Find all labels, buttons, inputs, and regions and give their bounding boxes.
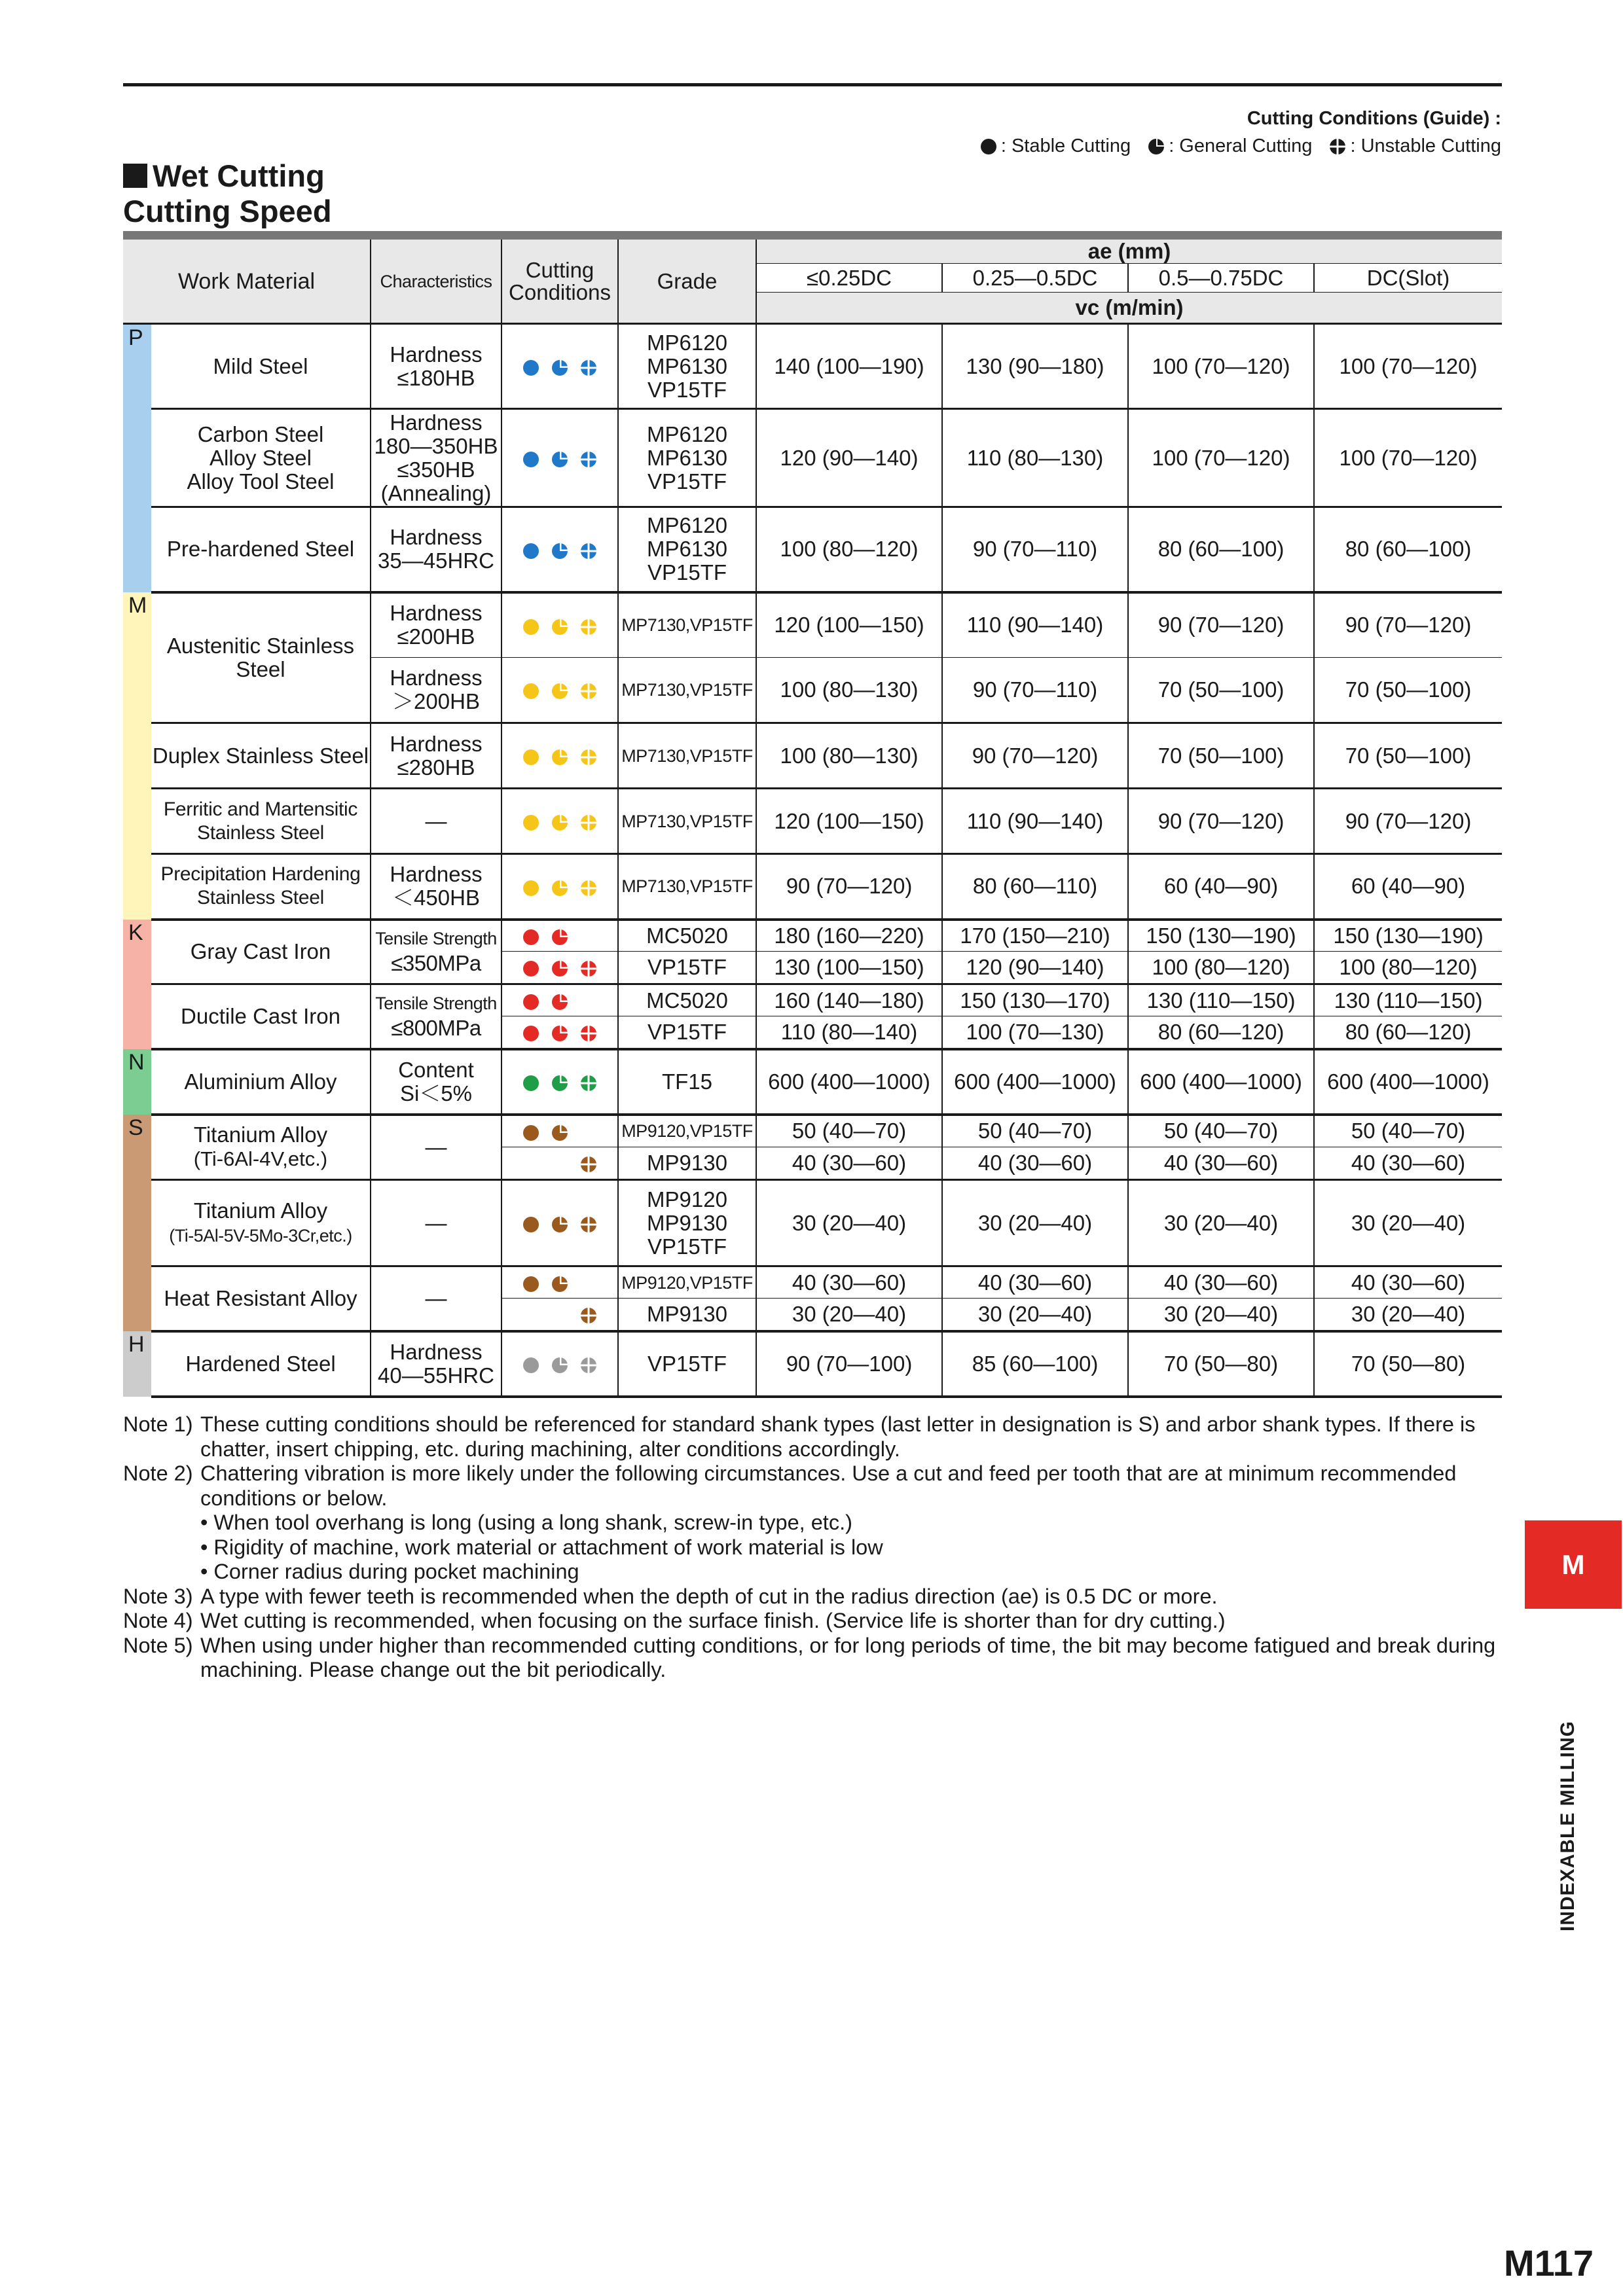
- general-cutting-icon: [545, 613, 574, 637]
- general-cutting-icon: [545, 446, 574, 470]
- stable-cutting-icon: [517, 1270, 545, 1295]
- table-row: [123, 984, 1502, 1016]
- table-row: [123, 789, 1502, 854]
- value-cell: 40 (30—60): [1314, 1266, 1502, 1299]
- material-cell: Aluminium Alloy: [151, 1049, 371, 1115]
- conditions-cell: [501, 324, 618, 409]
- header-work-material: Work Material: [123, 236, 371, 324]
- value-cell: 150 (130—170): [942, 984, 1128, 1016]
- general-cutting-icon: [545, 1211, 574, 1235]
- value-cell: 40 (30—60): [756, 1147, 942, 1180]
- value-cell: 600 (400—1000): [942, 1049, 1128, 1115]
- grade-cell: MP7130,VP15TF: [618, 658, 756, 723]
- stable-cutting-icon: [517, 613, 545, 637]
- value-cell: 100 (80—130): [756, 658, 942, 723]
- material-cell: Hardened Steel: [151, 1331, 371, 1397]
- characteristics-cell: Hardness ＜450HB: [371, 854, 501, 920]
- characteristics-cell: Hardness ≤180HB: [371, 324, 501, 409]
- unstable-cutting-icon: [574, 613, 603, 637]
- unstable-cutting-icon: [1329, 135, 1350, 156]
- value-cell: 80 (60—100): [1128, 507, 1314, 592]
- value-cell: 30 (20—40): [1314, 1180, 1502, 1266]
- value-cell: 70 (50—80): [1314, 1331, 1502, 1397]
- conditions-cell: [501, 1331, 618, 1397]
- characteristics-cell: Hardness 35—45HRC: [371, 507, 501, 592]
- value-cell: 160 (140—180): [756, 984, 942, 1016]
- legend-general: : General Cutting: [1169, 135, 1313, 156]
- note-text: Chattering vibration is more likely under the following circumstances. Use a cut and feed per tooth that are at minimum recommended conditions or below.: [200, 1462, 1457, 1510]
- general-cutting-icon: [545, 988, 574, 1013]
- value-cell: 100 (70—120): [1314, 324, 1502, 409]
- group-label-k: K: [123, 920, 151, 1049]
- value-cell: 170 (150—210): [942, 920, 1128, 952]
- header-cutting-conditions: [501, 236, 618, 324]
- conditions-cell: [501, 1115, 618, 1147]
- conditions-cell: [501, 592, 618, 658]
- value-cell: 80 (60—100): [1314, 507, 1502, 592]
- table-row: [123, 1331, 1502, 1397]
- conditions-cell: [501, 1180, 618, 1266]
- characteristics-cell: —: [371, 1115, 501, 1180]
- material-cell: Austenitic Stainless Steel: [151, 592, 371, 723]
- value-cell: 100 (70—120): [1314, 409, 1502, 507]
- general-cutting-icon: [545, 924, 574, 948]
- characteristics-cell: Hardness ≤280HB: [371, 723, 501, 789]
- value-cell: 30 (20—40): [1128, 1180, 1314, 1266]
- heading-cutting-speed: Cutting Speed: [123, 194, 332, 228]
- unstable-cutting-icon: [574, 1302, 603, 1326]
- heading-wet-cutting: Wet Cutting: [153, 158, 325, 193]
- material-cell: Titanium Alloy (Ti-5Al-5V-5Mo-3Cr,etc.): [151, 1180, 371, 1266]
- characteristics-cell: Hardness 180—350HB ≤350HB (Annealing): [371, 409, 501, 507]
- unstable-cutting-icon: [574, 446, 603, 470]
- general-cutting-icon: [545, 874, 574, 898]
- header-grade: Grade: [618, 236, 756, 324]
- legend-stable: : Stable Cutting: [1000, 135, 1131, 156]
- general-cutting-icon: [545, 1020, 574, 1044]
- stable-cutting-icon: [980, 135, 1001, 156]
- header-col-3: 0.5—0.75DC: [1128, 264, 1314, 293]
- conditions-cell: [501, 1299, 618, 1331]
- value-cell: 100 (70—130): [942, 1016, 1128, 1049]
- grade-cell: VP15TF: [618, 1016, 756, 1049]
- value-cell: 40 (30—60): [1128, 1147, 1314, 1180]
- value-cell: 130 (100—150): [756, 952, 942, 984]
- unstable-cutting-icon: [574, 354, 603, 378]
- stable-cutting-icon: [517, 354, 545, 378]
- header-characteristics: Characteristics: [371, 236, 501, 324]
- general-cutting-icon: [545, 537, 574, 561]
- table-row: [123, 854, 1502, 920]
- value-cell: 130 (110—150): [1128, 984, 1314, 1016]
- value-cell: 70 (50—100): [1314, 658, 1502, 723]
- header-cutting-conditions-line1: Cutting: [525, 257, 594, 282]
- note-1: [123, 1412, 1502, 1462]
- legend-row: [980, 132, 1501, 160]
- grade-cell: MP9130: [618, 1299, 756, 1331]
- note-4: [123, 1609, 1502, 1634]
- note-2-bullet: • Rigidity of machine, work material or attachment of work material is low: [200, 1535, 883, 1559]
- note-2-bullet: • When tool overhang is long (using a long shank, screw-in type, etc.): [200, 1511, 852, 1534]
- grade-cell: MP6120 MP6130 VP15TF: [618, 507, 756, 592]
- group-label-n: N: [123, 1049, 151, 1115]
- grade-cell: MC5020: [618, 984, 756, 1016]
- general-cutting-icon: [545, 354, 574, 378]
- value-cell: 120 (90—140): [942, 952, 1128, 984]
- material-cell: Ferritic and Martensitic Stainless Steel: [151, 789, 371, 854]
- conditions-cell: [501, 854, 618, 920]
- header-col-1: ≤0.25DC: [756, 264, 942, 293]
- stable-cutting-icon: [517, 1211, 545, 1235]
- note-3: [123, 1585, 1502, 1609]
- value-cell: 90 (70—120): [1128, 592, 1314, 658]
- table-row: [123, 723, 1502, 789]
- value-cell: 85 (60—100): [942, 1331, 1128, 1397]
- header-ae: ae (mm): [756, 236, 1502, 264]
- value-cell: 140 (100—190): [756, 324, 942, 409]
- unstable-cutting-icon: [574, 1352, 603, 1376]
- note-5: [123, 1634, 1502, 1683]
- grade-cell: MP7130,VP15TF: [618, 592, 756, 658]
- value-cell: 90 (70—110): [942, 658, 1128, 723]
- section-heading: [123, 158, 332, 229]
- page-number: M117: [1504, 2242, 1594, 2284]
- unstable-cutting-icon: [574, 1069, 603, 1094]
- conditions-cell: [501, 1049, 618, 1115]
- grade-cell: MP9120,VP15TF: [618, 1266, 756, 1299]
- value-cell: 100 (80—120): [1314, 952, 1502, 984]
- unstable-cutting-icon: [574, 1151, 603, 1175]
- grade-cell: MP7130,VP15TF: [618, 789, 756, 854]
- stable-cutting-icon: [517, 1020, 545, 1044]
- note-label: Note 5): [123, 1633, 193, 1657]
- legend-unstable: : Unstable Cutting: [1350, 135, 1501, 156]
- grade-cell: MP6120 MP6130 VP15TF: [618, 409, 756, 507]
- unstable-cutting-icon: [574, 809, 603, 833]
- value-cell: 70 (50—100): [1128, 658, 1314, 723]
- unstable-cutting-icon: [574, 1020, 603, 1044]
- unstable-cutting-icon: [574, 955, 603, 979]
- general-cutting-icon: [545, 744, 574, 768]
- grade-cell: MP9120 MP9130 VP15TF: [618, 1180, 756, 1266]
- note-text: These cutting conditions should be referenced for standard shank types (last letter in designation is S) and arbor shank types. If there is chatter, insert chipping, etc. during machining, alter conditions accordingly.: [200, 1412, 1476, 1461]
- value-cell: 70 (50—100): [1314, 723, 1502, 789]
- value-cell: 600 (400—1000): [1128, 1049, 1314, 1115]
- section-tab-m: M: [1525, 1520, 1622, 1609]
- general-cutting-icon: [545, 1270, 574, 1295]
- value-cell: 70 (50—100): [1128, 723, 1314, 789]
- material-cell: Carbon Steel Alloy Steel Alloy Tool Steel: [151, 409, 371, 507]
- conditions-cell: [501, 789, 618, 854]
- stable-cutting-icon: [517, 537, 545, 561]
- value-cell: 30 (20—40): [756, 1180, 942, 1266]
- general-cutting-icon: [545, 677, 574, 702]
- table-row: [123, 1180, 1502, 1266]
- value-cell: 90 (70—120): [1314, 592, 1502, 658]
- grade-cell: VP15TF: [618, 1331, 756, 1397]
- unstable-cutting-icon: [574, 677, 603, 702]
- group-label-s: S: [123, 1115, 151, 1331]
- note-label: Note 2): [123, 1462, 193, 1485]
- characteristics-cell: Tensile Strength ≤800MPa: [371, 984, 501, 1049]
- cutting-speed-table: [123, 231, 1502, 1398]
- material-cell: Pre-hardened Steel: [151, 507, 371, 592]
- value-cell: 50 (40—70): [756, 1115, 942, 1147]
- value-cell: 90 (70—100): [756, 1331, 942, 1397]
- value-cell: 130 (90—180): [942, 324, 1128, 409]
- value-cell: 30 (20—40): [942, 1299, 1128, 1331]
- group-label-h: H: [123, 1331, 151, 1397]
- unstable-cutting-icon: [574, 1211, 603, 1235]
- header-vc: vc (m/min): [756, 293, 1502, 324]
- value-cell: 50 (40—70): [942, 1115, 1128, 1147]
- value-cell: 60 (40—90): [1314, 854, 1502, 920]
- conditions-cell: [501, 507, 618, 592]
- legend: [980, 105, 1501, 160]
- characteristics-cell: Hardness 40—55HRC: [371, 1331, 501, 1397]
- value-cell: 60 (40—90): [1128, 854, 1314, 920]
- value-cell: 90 (70—110): [942, 507, 1128, 592]
- note-label: Note 1): [123, 1412, 193, 1436]
- value-cell: 120 (100—150): [756, 789, 942, 854]
- material-cell: Gray Cast Iron: [151, 920, 371, 984]
- value-cell: 40 (30—60): [1128, 1266, 1314, 1299]
- value-cell: 100 (80—120): [756, 507, 942, 592]
- general-cutting-icon: [545, 809, 574, 833]
- value-cell: 120 (90—140): [756, 409, 942, 507]
- value-cell: 40 (30—60): [756, 1266, 942, 1299]
- characteristics-cell: Tensile Strength ≤350MPa: [371, 920, 501, 984]
- grade-cell: MP7130,VP15TF: [618, 854, 756, 920]
- legend-title: Cutting Conditions (Guide) :: [1247, 108, 1501, 129]
- conditions-cell: [501, 920, 618, 952]
- grade-cell: TF15: [618, 1049, 756, 1115]
- value-cell: 40 (30—60): [942, 1266, 1128, 1299]
- grade-cell: MP9120,VP15TF: [618, 1115, 756, 1147]
- value-cell: 90 (70—120): [1128, 789, 1314, 854]
- value-cell: 50 (40—70): [1128, 1115, 1314, 1147]
- value-cell: 100 (70—120): [1128, 324, 1314, 409]
- table-row: [123, 507, 1502, 592]
- stable-cutting-icon: [517, 446, 545, 470]
- table-row: [123, 409, 1502, 507]
- general-cutting-icon: [545, 1352, 574, 1376]
- header-col-4: DC(Slot): [1314, 264, 1502, 293]
- value-cell: 80 (60—110): [942, 854, 1128, 920]
- value-cell: 100 (70—120): [1128, 409, 1314, 507]
- conditions-cell: [501, 658, 618, 723]
- note-text: Wet cutting is recommended, when focusing on the surface finish. (Service life is shorter than for dry cutting.): [200, 1609, 1226, 1632]
- conditions-cell: [501, 984, 618, 1016]
- general-cutting-icon: [545, 955, 574, 979]
- value-cell: 180 (160—220): [756, 920, 942, 952]
- stable-cutting-icon: [517, 924, 545, 948]
- value-cell: 110 (80—130): [942, 409, 1128, 507]
- value-cell: 110 (90—140): [942, 592, 1128, 658]
- header-cutting-conditions-line2: Conditions: [509, 279, 611, 304]
- table-row: [123, 920, 1502, 952]
- group-label-p: P: [123, 324, 151, 592]
- general-cutting-icon: [545, 1119, 574, 1143]
- conditions-cell: [501, 409, 618, 507]
- material-cell: Mild Steel: [151, 324, 371, 409]
- group-label-m: M: [123, 592, 151, 920]
- value-cell: 90 (70—120): [756, 854, 942, 920]
- stable-cutting-icon: [517, 1069, 545, 1094]
- value-cell: 70 (50—80): [1128, 1331, 1314, 1397]
- stable-cutting-icon: [517, 1119, 545, 1143]
- notes: [123, 1412, 1502, 1683]
- material-cell: Heat Resistant Alloy: [151, 1266, 371, 1331]
- header-col-2: 0.25—0.5DC: [942, 264, 1128, 293]
- conditions-cell: [501, 1266, 618, 1299]
- stable-cutting-icon: [517, 955, 545, 979]
- value-cell: 50 (40—70): [1314, 1115, 1502, 1147]
- value-cell: 40 (30—60): [1314, 1147, 1502, 1180]
- table-row: [123, 1049, 1502, 1115]
- characteristics-cell: Hardness ＞200HB: [371, 658, 501, 723]
- unstable-cutting-icon: [574, 874, 603, 898]
- material-cell: Ductile Cast Iron: [151, 984, 371, 1049]
- value-cell: 30 (20—40): [756, 1299, 942, 1331]
- value-cell: 90 (70—120): [1314, 789, 1502, 854]
- value-cell: 100 (80—130): [756, 723, 942, 789]
- characteristics-cell: —: [371, 1266, 501, 1331]
- value-cell: 120 (100—150): [756, 592, 942, 658]
- table-row: [123, 324, 1502, 409]
- conditions-cell: [501, 952, 618, 984]
- table-row: [123, 1115, 1502, 1147]
- grade-cell: VP15TF: [618, 952, 756, 984]
- value-cell: 130 (110—150): [1314, 984, 1502, 1016]
- general-cutting-icon: [545, 1069, 574, 1094]
- value-cell: 110 (90—140): [942, 789, 1128, 854]
- value-cell: 30 (20—40): [942, 1180, 1128, 1266]
- value-cell: 150 (130—190): [1314, 920, 1502, 952]
- general-cutting-icon: [1148, 135, 1169, 156]
- characteristics-cell: Content Si＜5%: [371, 1049, 501, 1115]
- material-cell: Titanium Alloy (Ti-6Al-4V,etc.): [151, 1115, 371, 1180]
- value-cell: 90 (70—120): [942, 723, 1128, 789]
- stable-cutting-icon: [517, 744, 545, 768]
- heading-square-icon: [123, 164, 147, 188]
- unstable-cutting-icon: [574, 537, 603, 561]
- stable-cutting-icon: [517, 988, 545, 1013]
- side-label: INDEXABLE MILLING: [1557, 1721, 1578, 1931]
- note-text: A type with fewer teeth is recommended when the depth of cut in the radius direction (ae) is 0.5 DC or more.: [200, 1584, 1218, 1608]
- value-cell: 600 (400—1000): [1314, 1049, 1502, 1115]
- grade-cell: MP6120 MP6130 VP15TF: [618, 324, 756, 409]
- top-rule: [123, 83, 1502, 86]
- grade-cell: MC5020: [618, 920, 756, 952]
- note-label: Note 4): [123, 1609, 193, 1632]
- stable-cutting-icon: [517, 1352, 545, 1376]
- value-cell: 110 (80—140): [756, 1016, 942, 1049]
- note-2-bullet: • Corner radius during pocket machining: [200, 1560, 579, 1583]
- value-cell: 600 (400—1000): [756, 1049, 942, 1115]
- conditions-cell: [501, 723, 618, 789]
- characteristics-cell: Hardness ≤200HB: [371, 592, 501, 658]
- stable-cutting-icon: [517, 677, 545, 702]
- note-text: When using under higher than recommended cutting conditions, or for long periods of time, the bit may become fatigued and break during machining. Please change out the bit periodically.: [200, 1633, 1496, 1681]
- grade-cell: MP7130,VP15TF: [618, 723, 756, 789]
- conditions-cell: [501, 1016, 618, 1049]
- table-row: [123, 1266, 1502, 1299]
- note-label: Note 3): [123, 1584, 193, 1608]
- value-cell: 30 (20—40): [1128, 1299, 1314, 1331]
- stable-cutting-icon: [517, 874, 545, 898]
- value-cell: 80 (60—120): [1314, 1016, 1502, 1049]
- note-2: [123, 1462, 1502, 1511]
- characteristics-cell: —: [371, 789, 501, 854]
- conditions-cell: [501, 1147, 618, 1180]
- value-cell: 40 (30—60): [942, 1147, 1128, 1180]
- grade-cell: MP9130: [618, 1147, 756, 1180]
- value-cell: 100 (80—120): [1128, 952, 1314, 984]
- stable-cutting-icon: [517, 809, 545, 833]
- characteristics-cell: —: [371, 1180, 501, 1266]
- table-row: [123, 592, 1502, 658]
- material-cell: Duplex Stainless Steel: [151, 723, 371, 789]
- value-cell: 80 (60—120): [1128, 1016, 1314, 1049]
- value-cell: 30 (20—40): [1314, 1299, 1502, 1331]
- material-cell: Precipitation Hardening Stainless Steel: [151, 854, 371, 920]
- unstable-cutting-icon: [574, 744, 603, 768]
- value-cell: 150 (130—190): [1128, 920, 1314, 952]
